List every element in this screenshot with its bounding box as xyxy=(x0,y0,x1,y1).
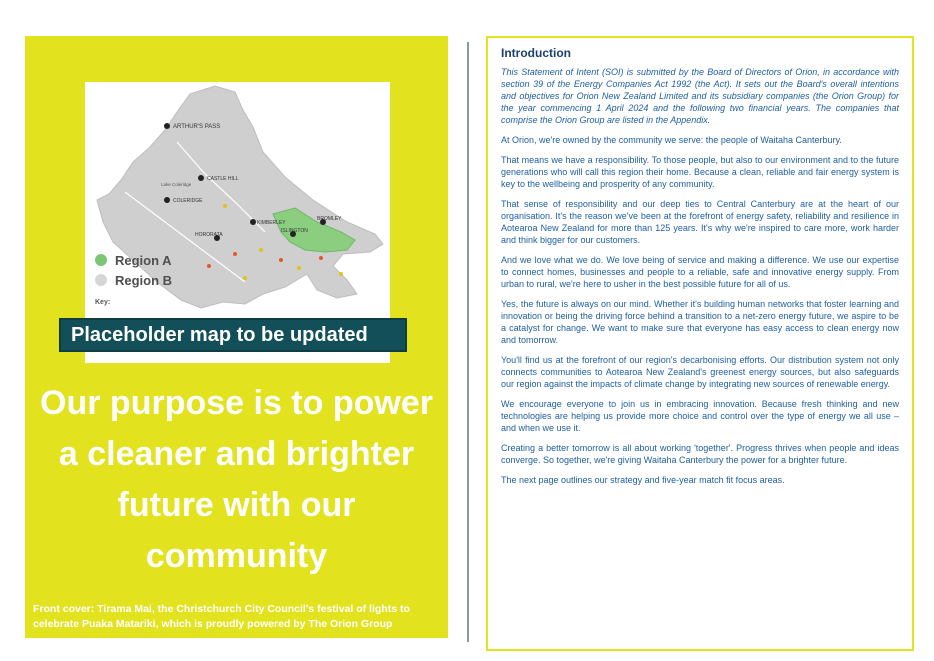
introduction-panel xyxy=(486,36,914,651)
substation-dot xyxy=(339,272,343,276)
region-b-swatch xyxy=(95,274,107,286)
body-paragraph: And we love what we do. We love being of service and making a difference. We use our expertise to connect homes, businesses and people to a reliable, safe and innovative energy supply. From urban to rural, we're here to usher in the best possible future for all of us. xyxy=(501,255,899,289)
front-cover-caption xyxy=(33,602,433,632)
intro-paragraph: This Statement of Intent (SOI) is submitted by the Board of Directors of Orion, in accordance with section 39 of the Energy Companies Act 1992 (the Act). It sets out the Board's overall intentions and objectives for Orion New Zealand Limited and its subsidiary companies (the Orion Group) for the year commencing 1 April 2024 and the following two financial years. The companies that comprise the Orion Group are listed in the Appendix. xyxy=(501,67,899,125)
map-legend xyxy=(95,250,172,290)
town-marker xyxy=(164,123,170,129)
purpose-line: Our purpose is to power xyxy=(40,384,433,422)
body-paragraph: Yes, the future is always on our mind. Whether it's building human networks that foster learning and innovation or being the driving force behind a transition to a net-zero energy future, we aspire to be a catalyst for change. We want to make sure that everyone has easy access to clean energy now and tomorrow. xyxy=(501,299,899,345)
place-label: BROMLEY xyxy=(317,216,342,222)
place-label: ARTHUR'S PASS xyxy=(173,124,221,130)
town-marker xyxy=(164,197,170,203)
place-label: Lake Coleridge xyxy=(161,182,192,187)
body-paragraph: The next page outlines our strategy and five-year match fit focus areas. xyxy=(501,475,785,485)
legend-row-region-b xyxy=(95,270,172,290)
body-paragraph: You'll find us at the forefront of our region's decarbonising efforts. Our distribution system not only connects communities to Aotearoa New Zealand's greenest energy sources, but also safeguards our region against the impacts of climate change by integrating new sources of renewable energy. xyxy=(501,355,899,389)
body-paragraph: That means we have a responsibility. To those people, but also to our environment and to the future generations who will call this region their home. Because a clean, reliable and fair energy system is key to the wellbeing and prosperity of any community. xyxy=(501,155,899,189)
substation-dot xyxy=(223,204,227,208)
body-paragraph: We encourage everyone to join us in embracing innovation. Because fresh thinking and new technologies are helping us provide more choice and control over the type of energy we all use – and when we use it. xyxy=(501,399,899,433)
substation-dot xyxy=(297,266,301,270)
purpose-line: a cleaner and brighter xyxy=(58,435,415,473)
body-paragraph: Creating a better tomorrow is all about working 'together'. Progress thrives when people and ideas converge. So together, we're giving Waitaha Canterbury the power for a brighter future. xyxy=(501,443,899,465)
caption-line: celebrate Puaka Matariki, which is proudly powered by The Orion Group xyxy=(33,618,393,630)
body-paragraph: That sense of responsibility and our deep ties to Central Canterbury are at the heart of our organisation. It's the reason we've been at the forefront of energy safety, reliability and resilience in Aotearoa New Zealand for more than 125 years. It's why we're inspired to care more, work harder and think bigger for our customers. xyxy=(501,199,899,245)
body-paragraph: At Orion, we're owned by the community we serve: the people of Waitaha Canterbury. xyxy=(501,135,842,145)
place-label: HORORATA xyxy=(195,232,223,238)
town-marker xyxy=(250,219,256,225)
cover-panel xyxy=(25,36,448,638)
place-label: COLERIDGE xyxy=(173,198,203,204)
place-label: KIMBERLEY xyxy=(257,220,286,226)
key-label: Key: xyxy=(95,299,111,306)
purpose-line: community xyxy=(145,537,328,575)
caption-line: Front cover: Tirama Mai, the Christchurch City Council's festival of lights to xyxy=(33,603,410,615)
legend-label: Region B xyxy=(115,272,173,288)
page-divider xyxy=(467,42,469,642)
legend-label: Region A xyxy=(115,252,172,268)
substation-dot xyxy=(233,252,237,256)
section-heading: Introduction xyxy=(501,46,571,60)
legend-row-region-a xyxy=(95,250,172,270)
purpose-line: future with our xyxy=(117,486,356,524)
substation-dot xyxy=(279,258,283,262)
town-marker xyxy=(198,175,204,181)
placeholder-banner: Placeholder map to be updated xyxy=(59,318,407,352)
region-a-swatch xyxy=(95,254,107,266)
place-label: CASTLE HILL xyxy=(207,176,239,182)
substation-dot xyxy=(319,256,323,260)
substation-dot xyxy=(243,276,247,280)
purpose-statement xyxy=(25,378,448,582)
substation-dot xyxy=(207,264,211,268)
substation-dot xyxy=(259,248,263,252)
place-label: ISLINGTON xyxy=(281,228,308,234)
